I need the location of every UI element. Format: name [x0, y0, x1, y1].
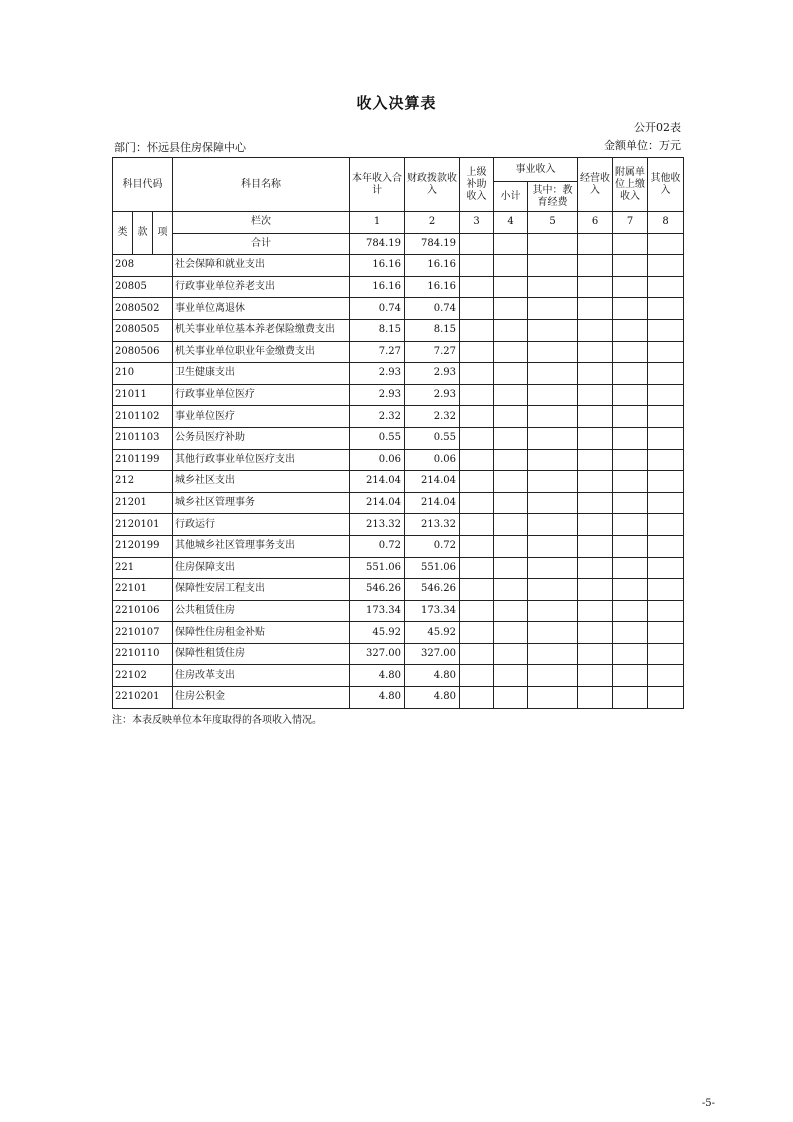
fiscal-income: 0.55: [405, 427, 460, 449]
empty-cell: [528, 298, 578, 320]
empty-cell: [648, 255, 684, 277]
fiscal-income: 2.32: [405, 406, 460, 428]
subject-code: 2080502: [113, 298, 173, 320]
subject-name: 公共租赁住房: [173, 600, 350, 622]
total-income: 213.32: [350, 514, 405, 536]
subject-name: 城乡社区支出: [173, 471, 350, 493]
total-income: 2.93: [350, 363, 405, 385]
table-row: [113, 341, 684, 363]
subject-code: 208: [113, 255, 173, 277]
fiscal-income: 214.04: [405, 471, 460, 493]
empty-cell: [528, 341, 578, 363]
empty-cell: [460, 471, 494, 493]
empty-cell: [494, 298, 528, 320]
empty-cell: [578, 643, 613, 665]
subject-name: 机关事业单位职业年金缴费支出: [173, 341, 350, 363]
empty-cell: [494, 514, 528, 536]
empty-cell: [494, 600, 528, 622]
empty-cell: [494, 276, 528, 298]
table-row: [113, 363, 684, 385]
empty-cell: [494, 319, 528, 341]
empty-cell: [494, 665, 528, 687]
table-note: 注：本表反映单位本年度取得的各项收入情况。: [112, 715, 322, 726]
empty-cell: [528, 233, 578, 255]
empty-cell: [494, 579, 528, 601]
col-number: 1: [350, 212, 405, 234]
empty-cell: [528, 384, 578, 406]
fiscal-income: 0.74: [405, 298, 460, 320]
subject-code: 20805: [113, 276, 173, 298]
table-row: [113, 406, 684, 428]
subject-code: 2210107: [113, 622, 173, 644]
table-row: [113, 579, 684, 601]
empty-cell: [578, 687, 613, 709]
empty-cell: [578, 276, 613, 298]
income-table: [112, 157, 684, 709]
empty-cell: [528, 492, 578, 514]
fiscal-income: 8.15: [405, 319, 460, 341]
empty-cell: [578, 341, 613, 363]
empty-cell: [613, 255, 648, 277]
empty-cell: [494, 557, 528, 579]
subject-code: 2080506: [113, 341, 173, 363]
total-income: 327.00: [350, 643, 405, 665]
table-row: [113, 535, 684, 557]
empty-cell: [460, 384, 494, 406]
empty-cell: [578, 319, 613, 341]
empty-cell: [528, 622, 578, 644]
fiscal-income: 7.27: [405, 341, 460, 363]
fiscal-income: 173.34: [405, 600, 460, 622]
empty-cell: [460, 255, 494, 277]
empty-cell: [460, 492, 494, 514]
total-income: 2.32: [350, 406, 405, 428]
empty-cell: [613, 319, 648, 341]
empty-cell: [494, 687, 528, 709]
empty-cell: [460, 687, 494, 709]
total-income: 214.04: [350, 492, 405, 514]
fiscal-income: 4.80: [405, 665, 460, 687]
header-business-income: 事业收入: [494, 158, 578, 182]
empty-cell: [460, 427, 494, 449]
fiscal-income: 0.06: [405, 449, 460, 471]
empty-cell: [648, 276, 684, 298]
subject-code: 221: [113, 557, 173, 579]
table-row: [113, 665, 684, 687]
empty-cell: [578, 233, 613, 255]
subject-name: 保障性住房租金补贴: [173, 622, 350, 644]
header-kuan: 款: [133, 212, 153, 255]
empty-cell: [613, 535, 648, 557]
empty-cell: [494, 255, 528, 277]
empty-cell: [648, 406, 684, 428]
page-number: -5-: [701, 1098, 715, 1109]
subject-name: 保障性安居工程支出: [173, 579, 350, 601]
empty-cell: [648, 535, 684, 557]
empty-cell: [528, 471, 578, 493]
subject-code: 2101102: [113, 406, 173, 428]
empty-cell: [494, 622, 528, 644]
empty-cell: [613, 600, 648, 622]
subject-name: 住房保障支出: [173, 557, 350, 579]
subject-name: 事业单位离退休: [173, 298, 350, 320]
fiscal-income: 327.00: [405, 643, 460, 665]
total-label: 合计: [173, 233, 350, 255]
empty-cell: [648, 600, 684, 622]
subject-name: 公务员医疗补助: [173, 427, 350, 449]
empty-cell: [578, 622, 613, 644]
empty-cell: [648, 298, 684, 320]
empty-cell: [460, 557, 494, 579]
amount-unit-label: 金额单位：万元: [604, 139, 681, 152]
empty-cell: [528, 449, 578, 471]
subject-code: 22101: [113, 579, 173, 601]
subject-name: 保障性租赁住房: [173, 643, 350, 665]
total-income: 16.16: [350, 255, 405, 277]
empty-cell: [613, 492, 648, 514]
col-number: 6: [578, 212, 613, 234]
header-affiliated-income: 附属单位上缴收入: [613, 158, 648, 212]
empty-cell: [613, 471, 648, 493]
empty-cell: [460, 363, 494, 385]
empty-cell: [460, 319, 494, 341]
empty-cell: [578, 514, 613, 536]
subject-code: 2210201: [113, 687, 173, 709]
empty-cell: [494, 427, 528, 449]
empty-cell: [648, 579, 684, 601]
empty-cell: [648, 427, 684, 449]
empty-cell: [460, 276, 494, 298]
subject-code: 21011: [113, 384, 173, 406]
empty-cell: [528, 557, 578, 579]
subject-code: 2101103: [113, 427, 173, 449]
empty-cell: [648, 687, 684, 709]
total-fiscal-value: 784.19: [405, 233, 460, 255]
subject-name: 事业单位医疗: [173, 406, 350, 428]
empty-cell: [648, 514, 684, 536]
col-number: 8: [648, 212, 684, 234]
empty-cell: [613, 687, 648, 709]
col-number: 7: [613, 212, 648, 234]
empty-cell: [578, 492, 613, 514]
subject-code: 2101199: [113, 449, 173, 471]
empty-cell: [613, 557, 648, 579]
table-row: [113, 319, 684, 341]
empty-cell: [494, 449, 528, 471]
subject-name: 行政事业单位养老支出: [173, 276, 350, 298]
header-other-income: 其他收入: [648, 158, 684, 212]
subject-code: 210: [113, 363, 173, 385]
empty-cell: [648, 363, 684, 385]
empty-cell: [578, 427, 613, 449]
empty-cell: [648, 233, 684, 255]
subject-code: 21201: [113, 492, 173, 514]
header-fiscal-income: 财政拨款收入: [405, 158, 460, 212]
total-income: 214.04: [350, 471, 405, 493]
header-operating-income: 经营收入: [578, 158, 613, 212]
empty-cell: [528, 276, 578, 298]
header-education-fee: 其中：教育经费: [528, 182, 578, 212]
total-income: 4.80: [350, 687, 405, 709]
empty-cell: [613, 384, 648, 406]
total-income: 16.16: [350, 276, 405, 298]
total-income: 0.55: [350, 427, 405, 449]
empty-cell: [460, 233, 494, 255]
subject-code: 2120199: [113, 535, 173, 557]
fiscal-income: 2.93: [405, 384, 460, 406]
subject-code: 22102: [113, 665, 173, 687]
empty-cell: [528, 363, 578, 385]
empty-cell: [528, 319, 578, 341]
empty-cell: [648, 449, 684, 471]
fiscal-income: 551.06: [405, 557, 460, 579]
total-income: 45.92: [350, 622, 405, 644]
subject-name: 行政事业单位医疗: [173, 384, 350, 406]
subject-code: 212: [113, 471, 173, 493]
total-income: 4.80: [350, 665, 405, 687]
empty-cell: [460, 341, 494, 363]
empty-cell: [494, 471, 528, 493]
col-number: 3: [460, 212, 494, 234]
table-row: [113, 471, 684, 493]
table-row: [113, 514, 684, 536]
empty-cell: [613, 622, 648, 644]
report-title: 收入决算表: [356, 94, 437, 112]
empty-cell: [460, 579, 494, 601]
table-row: [113, 600, 684, 622]
empty-cell: [494, 535, 528, 557]
subject-name: 行政运行: [173, 514, 350, 536]
empty-cell: [528, 514, 578, 536]
header-lanci: 栏次: [173, 212, 350, 234]
total-income: 551.06: [350, 557, 405, 579]
empty-cell: [460, 449, 494, 471]
empty-cell: [578, 535, 613, 557]
subject-name: 其他城乡社区管理事务支出: [173, 535, 350, 557]
header-lei: 类: [113, 212, 133, 255]
empty-cell: [578, 557, 613, 579]
col-number: 5: [528, 212, 578, 234]
header-superior-subsidy: 上级补助收入: [460, 158, 494, 212]
header-subtotal: 小计: [494, 182, 528, 212]
empty-cell: [648, 384, 684, 406]
form-number: 公开02表: [634, 121, 681, 134]
fiscal-income: 4.80: [405, 687, 460, 709]
empty-cell: [578, 406, 613, 428]
subject-name: 其他行政事业单位医疗支出: [173, 449, 350, 471]
total-income: 7.27: [350, 341, 405, 363]
empty-cell: [494, 643, 528, 665]
empty-cell: [494, 363, 528, 385]
total-income: 2.93: [350, 384, 405, 406]
fiscal-income: 16.16: [405, 276, 460, 298]
fiscal-income: 213.32: [405, 514, 460, 536]
empty-cell: [648, 665, 684, 687]
fiscal-income: 546.26: [405, 579, 460, 601]
table-row: [113, 427, 684, 449]
empty-cell: [460, 622, 494, 644]
empty-cell: [494, 406, 528, 428]
header-subject-code: 科目代码: [113, 158, 173, 212]
total-income: 173.34: [350, 600, 405, 622]
empty-cell: [578, 449, 613, 471]
table-row: [113, 622, 684, 644]
empty-cell: [613, 427, 648, 449]
subject-name: 住房改革支出: [173, 665, 350, 687]
total-income: 546.26: [350, 579, 405, 601]
fiscal-income: 2.93: [405, 363, 460, 385]
fiscal-income: 0.72: [405, 535, 460, 557]
table-row: [113, 643, 684, 665]
empty-cell: [528, 579, 578, 601]
subject-name: 社会保障和就业支出: [173, 255, 350, 277]
subject-name: 城乡社区管理事务: [173, 492, 350, 514]
subject-code: 2120101: [113, 514, 173, 536]
table-row: [113, 298, 684, 320]
empty-cell: [494, 384, 528, 406]
subject-name: 卫生健康支出: [173, 363, 350, 385]
empty-cell: [648, 341, 684, 363]
subject-name: 住房公积金: [173, 687, 350, 709]
empty-cell: [460, 406, 494, 428]
empty-cell: [613, 665, 648, 687]
empty-cell: [494, 341, 528, 363]
empty-cell: [460, 600, 494, 622]
empty-cell: [613, 276, 648, 298]
table-row: [113, 276, 684, 298]
empty-cell: [648, 622, 684, 644]
table-row: [113, 449, 684, 471]
empty-cell: [578, 298, 613, 320]
empty-cell: [613, 363, 648, 385]
total-income: 0.74: [350, 298, 405, 320]
empty-cell: [648, 643, 684, 665]
empty-cell: [613, 579, 648, 601]
col-number: 4: [494, 212, 528, 234]
empty-cell: [613, 643, 648, 665]
fiscal-income: 45.92: [405, 622, 460, 644]
empty-cell: [460, 643, 494, 665]
empty-cell: [613, 298, 648, 320]
header-xiang: 项: [153, 212, 173, 255]
table-row: [113, 384, 684, 406]
table-row: [113, 687, 684, 709]
header-total-income: 本年收入合计: [350, 158, 405, 212]
empty-cell: [648, 557, 684, 579]
total-income: 8.15: [350, 319, 405, 341]
col-number: 2: [405, 212, 460, 234]
empty-cell: [460, 665, 494, 687]
empty-cell: [578, 363, 613, 385]
empty-cell: [578, 255, 613, 277]
empty-cell: [528, 665, 578, 687]
empty-cell: [494, 233, 528, 255]
empty-cell: [528, 643, 578, 665]
table-row: [113, 492, 684, 514]
table-row: [113, 255, 684, 277]
empty-cell: [460, 298, 494, 320]
empty-cell: [648, 319, 684, 341]
empty-cell: [528, 427, 578, 449]
empty-cell: [578, 579, 613, 601]
subject-code: 2210110: [113, 643, 173, 665]
empty-cell: [528, 600, 578, 622]
empty-cell: [494, 492, 528, 514]
empty-cell: [460, 535, 494, 557]
empty-cell: [613, 341, 648, 363]
empty-cell: [613, 514, 648, 536]
empty-cell: [578, 665, 613, 687]
empty-cell: [578, 471, 613, 493]
subject-name: 机关事业单位基本养老保险缴费支出: [173, 319, 350, 341]
empty-cell: [460, 514, 494, 536]
empty-cell: [528, 406, 578, 428]
empty-cell: [528, 535, 578, 557]
subject-code: 2080505: [113, 319, 173, 341]
total-income: 0.72: [350, 535, 405, 557]
empty-cell: [648, 492, 684, 514]
empty-cell: [613, 233, 648, 255]
total-income-value: 784.19: [350, 233, 405, 255]
empty-cell: [613, 406, 648, 428]
table-row: [113, 557, 684, 579]
subject-code: 2210106: [113, 600, 173, 622]
total-income: 0.06: [350, 449, 405, 471]
empty-cell: [648, 471, 684, 493]
department-label: 部门：怀远县住房保障中心: [114, 141, 246, 154]
empty-cell: [578, 384, 613, 406]
empty-cell: [613, 449, 648, 471]
empty-cell: [528, 255, 578, 277]
empty-cell: [578, 600, 613, 622]
fiscal-income: 16.16: [405, 255, 460, 277]
empty-cell: [528, 687, 578, 709]
fiscal-income: 214.04: [405, 492, 460, 514]
header-subject-name: 科目名称: [173, 158, 350, 212]
